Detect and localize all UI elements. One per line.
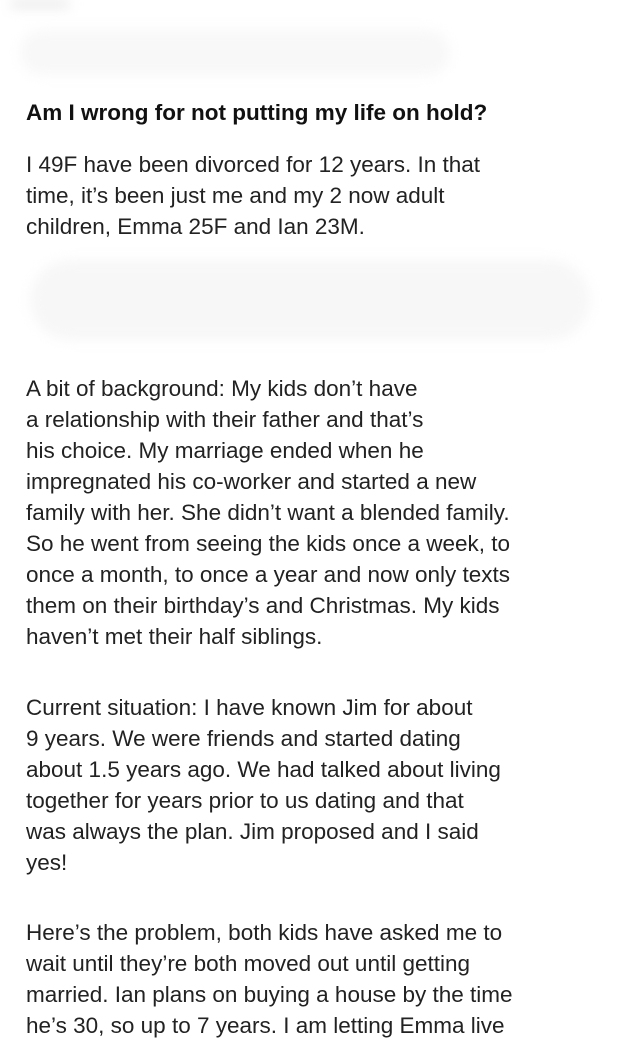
paragraph-line: a relationship with their father and that’s xyxy=(26,407,424,432)
post-paragraph-situation xyxy=(26,692,621,878)
blurred-area xyxy=(10,0,70,8)
paragraph-line: A bit of background: My kids don’t have xyxy=(26,376,418,401)
paragraph-line: was always the plan. Jim proposed and I said xyxy=(26,819,479,844)
paragraph-line: children, Emma 25F and Ian 23M. xyxy=(26,214,365,239)
paragraph-line: about 1.5 years ago. We had talked about living xyxy=(26,757,501,782)
post-title: Am I wrong for not putting my life on hold? xyxy=(26,100,488,125)
paragraph-line: time, it’s been just me and my 2 now adult xyxy=(26,183,445,208)
paragraph-line: wait until they’re both moved out until getting xyxy=(26,951,471,976)
paragraph-line: 9 years. We were friends and started dating xyxy=(26,726,461,751)
paragraph-line: yes! xyxy=(26,850,68,875)
post-paragraph-problem xyxy=(26,917,621,1041)
blurred-area xyxy=(20,30,450,75)
post-paragraph-background xyxy=(26,373,621,652)
paragraph-line: once a month, to once a year and now only texts xyxy=(26,562,511,587)
paragraph-line: Current situation: I have known Jim for about xyxy=(26,695,473,720)
post-paragraph-intro xyxy=(26,149,621,242)
blurred-area xyxy=(30,260,590,340)
paragraph-line: impregnated his co-worker and started a new xyxy=(26,469,477,494)
paragraph-line: them on their birthday’s and Christmas. My kids xyxy=(26,593,500,618)
paragraph-line: family with her. She didn’t want a blended family. xyxy=(26,500,510,525)
paragraph-line: So he went from seeing the kids once a week, to xyxy=(26,531,511,556)
paragraph-line: his choice. My marriage ended when he xyxy=(26,438,424,463)
paragraph-line: haven’t met their half siblings. xyxy=(26,624,323,649)
paragraph-line: I 49F have been divorced for 12 years. In that xyxy=(26,152,481,177)
paragraph-line: together for years prior to us dating and that xyxy=(26,788,464,813)
paragraph-line: Here’s the problem, both kids have asked me to xyxy=(26,920,503,945)
paragraph-line: married. Ian plans on buying a house by the time xyxy=(26,982,513,1007)
paragraph-line: he’s 30, so up to 7 years. I am letting Emma live xyxy=(26,1013,505,1038)
